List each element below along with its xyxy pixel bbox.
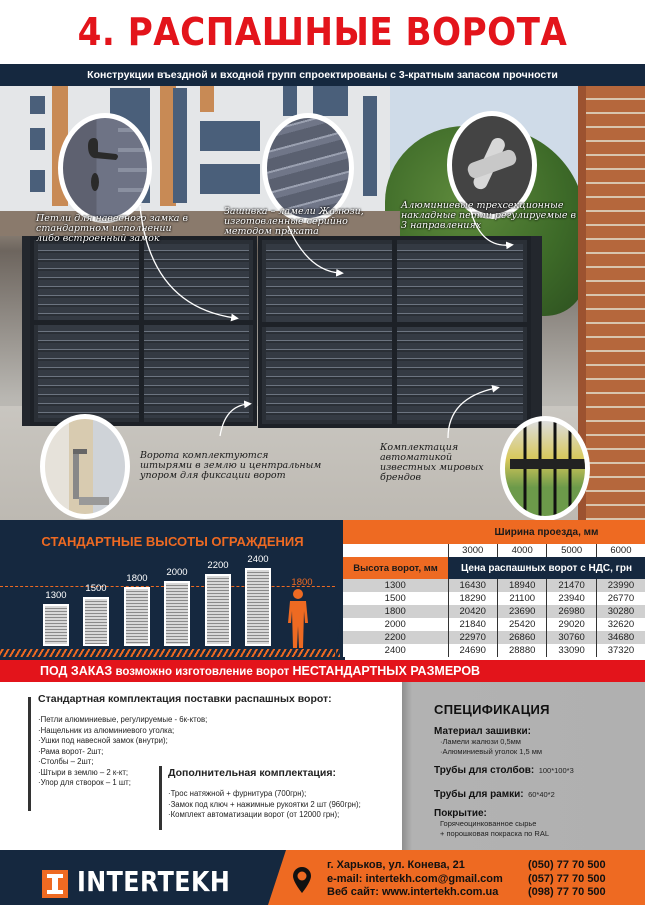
height-bar-label: 2200 bbox=[207, 560, 229, 571]
row-height: 2400 bbox=[384, 645, 406, 656]
phone-link[interactable]: (098) 77 70 500 bbox=[528, 886, 606, 898]
price-cell: 22970 bbox=[448, 631, 497, 644]
price-cell: 33090 bbox=[547, 644, 596, 657]
height-bar-label: 2400 bbox=[247, 554, 269, 565]
width-header: Ширина проезда, мм bbox=[448, 520, 645, 544]
price-header: Цена распашных ворот с НДС, грн bbox=[448, 557, 645, 579]
standard-kit-item: ·Ушки под навесной замок (внутри); bbox=[38, 736, 168, 745]
price-cell: 21470 bbox=[547, 579, 596, 592]
page-title: 4. РАСПАШНЫЕ ВОРОТА bbox=[77, 10, 568, 54]
phone-link[interactable]: (050) 77 70 500 bbox=[528, 859, 606, 871]
price-cell: 26860 bbox=[497, 631, 546, 644]
height-header: Высота ворот, мм bbox=[343, 557, 448, 579]
price-cell: 25420 bbox=[497, 618, 546, 631]
price-cell: 34680 bbox=[596, 631, 645, 644]
row-height: 2000 bbox=[384, 619, 406, 630]
standard-kit-item: ·Рама ворот- 2шт; bbox=[38, 746, 104, 756]
phones bbox=[528, 859, 606, 900]
standard-kit-item: ·Упор для створок – 1 шт; bbox=[38, 778, 131, 787]
row-height: 1800 bbox=[384, 606, 406, 617]
contacts bbox=[327, 859, 503, 900]
intertekh-logo-icon bbox=[42, 870, 68, 898]
height-bar bbox=[83, 597, 109, 646]
additional-kit-item: ·Замок под ключ + нажимные рукоятки 2 шт (960грн); bbox=[168, 799, 361, 809]
height-bar-label: 1300 bbox=[45, 590, 67, 601]
row-height: 2200 bbox=[384, 632, 406, 643]
height-bar bbox=[205, 574, 231, 646]
height-bar-label: 2000 bbox=[166, 567, 188, 578]
row-height: 1500 bbox=[384, 593, 406, 604]
price-cell: 21840 bbox=[448, 618, 497, 631]
additional-kit-item: ·Комплект автоматизации ворот (от 12000 грн); bbox=[168, 810, 340, 819]
note-lock: Петли для навесного замка в стандартном исполнении либо встроенный замок bbox=[36, 213, 188, 244]
width-col: 3000 bbox=[448, 544, 497, 557]
height-bar-label: 1500 bbox=[85, 583, 107, 594]
standard-kit-item: ·Столбы – 2шт; bbox=[38, 757, 94, 766]
standard-kit-item: ·Нащельник из алюминиевого уголка; bbox=[38, 725, 175, 735]
price-cell: 21100 bbox=[497, 592, 546, 605]
brand-name: INTERTEKH bbox=[77, 865, 231, 898]
standard-kit-title: Стандартная комплектация поставки распашных ворот: bbox=[38, 693, 332, 705]
price-cell: 37320 bbox=[596, 644, 645, 657]
standard-kit-item: ·Штыри в землю – 2 к-кт; bbox=[38, 767, 129, 777]
additional-kit-title: Дополнительная комплектация: bbox=[168, 767, 336, 779]
table-row bbox=[343, 592, 645, 605]
price-cell: 26980 bbox=[547, 605, 596, 618]
custom-size-banner: ПОД ЗАКАЗ возможно изготовление ворот НЕСТАНДАРТНЫХ РАЗМЕРОВ bbox=[0, 660, 645, 682]
height-bar bbox=[43, 604, 69, 646]
price-cell: 28880 bbox=[497, 644, 546, 657]
gate-photo bbox=[0, 86, 645, 520]
phone-link[interactable]: (057) 77 70 500 bbox=[528, 872, 606, 885]
note-hinge: Алюминиевые трехсекционные накладные петли регулируемые в 3 направлениях bbox=[401, 200, 577, 231]
height-bar bbox=[164, 581, 190, 646]
standard-kit-item: ·Петли алюминиевые, регулируемые - 6к-ктов; bbox=[38, 715, 208, 724]
additional-kit-item: ·Трос натяжной + фурнитура (700грн); bbox=[168, 789, 307, 798]
email-link[interactable]: e-mail: intertekh.com@gmail.com bbox=[327, 872, 503, 885]
subtitle-bar: Конструкции въездной и входной групп спроектированы с 3-кратным запасом прочности bbox=[0, 64, 645, 86]
table-row bbox=[343, 618, 645, 631]
price-cell: 29020 bbox=[547, 618, 596, 631]
map-pin-icon bbox=[292, 866, 312, 894]
height-bar-label: 1800 bbox=[126, 573, 148, 584]
width-col: 6000 bbox=[596, 544, 645, 557]
note-louver: Зашивка – ламели Жалюзи, изготовленные серийно методом проката bbox=[224, 206, 364, 237]
price-cell: 16430 bbox=[448, 579, 497, 592]
person-height-label: 1800 bbox=[291, 577, 313, 588]
table-row bbox=[343, 605, 645, 618]
row-height: 1300 bbox=[384, 580, 406, 591]
price-cell: 18290 bbox=[448, 592, 497, 605]
price-table bbox=[335, 520, 645, 660]
table-row bbox=[343, 579, 645, 592]
heights-title: СТАНДАРТНЫЕ ВЫСОТЫ ОГРАЖДЕНИЯ bbox=[41, 534, 304, 549]
width-col: 4000 bbox=[497, 544, 546, 557]
spec-title: СПЕЦИФИКАЦИЯ bbox=[434, 702, 550, 717]
price-cell: 18940 bbox=[497, 579, 546, 592]
price-cell: 23990 bbox=[596, 579, 645, 592]
person-icon bbox=[287, 588, 309, 648]
note-automation: Комплектация автоматикой известных мировых брендов bbox=[380, 442, 484, 483]
arrow-icon bbox=[0, 86, 580, 520]
price-cell: 32620 bbox=[596, 618, 645, 631]
price-cell: 23940 bbox=[547, 592, 596, 605]
note-stopper: Ворота комплектуются штырями в землю и центральным упором для фиксации ворот bbox=[140, 450, 322, 481]
price-cell: 20420 bbox=[448, 605, 497, 618]
price-cell: 24690 bbox=[448, 644, 497, 657]
table-row bbox=[343, 631, 645, 644]
ground-hatch bbox=[0, 649, 340, 657]
footer bbox=[0, 850, 645, 905]
width-col: 5000 bbox=[547, 544, 596, 557]
height-bar bbox=[245, 568, 271, 646]
table-row bbox=[343, 644, 645, 657]
price-cell: 30760 bbox=[547, 631, 596, 644]
price-cell: 23690 bbox=[497, 605, 546, 618]
address: г. Харьков, ул. Конева, 21 bbox=[327, 859, 465, 871]
height-bar bbox=[124, 587, 150, 646]
price-cell: 30280 bbox=[596, 605, 645, 618]
price-cell: 26770 bbox=[596, 592, 645, 605]
additional-kit bbox=[168, 767, 408, 821]
website-link[interactable]: Веб сайт: www.intertekh.com.ua bbox=[327, 886, 499, 898]
specification-panel: СПЕЦИФИКАЦИЯ Материал зашивки: ·Ламели жалюзи 0,5мм ·Алюминиевый уголок 1,5 мм Трубы для столбов: 100*100*3 Трубы для рамки: 60*40*2 Покрытие: Горячеоцинкованное сырье + порошковая покраска по RAL bbox=[402, 682, 645, 850]
